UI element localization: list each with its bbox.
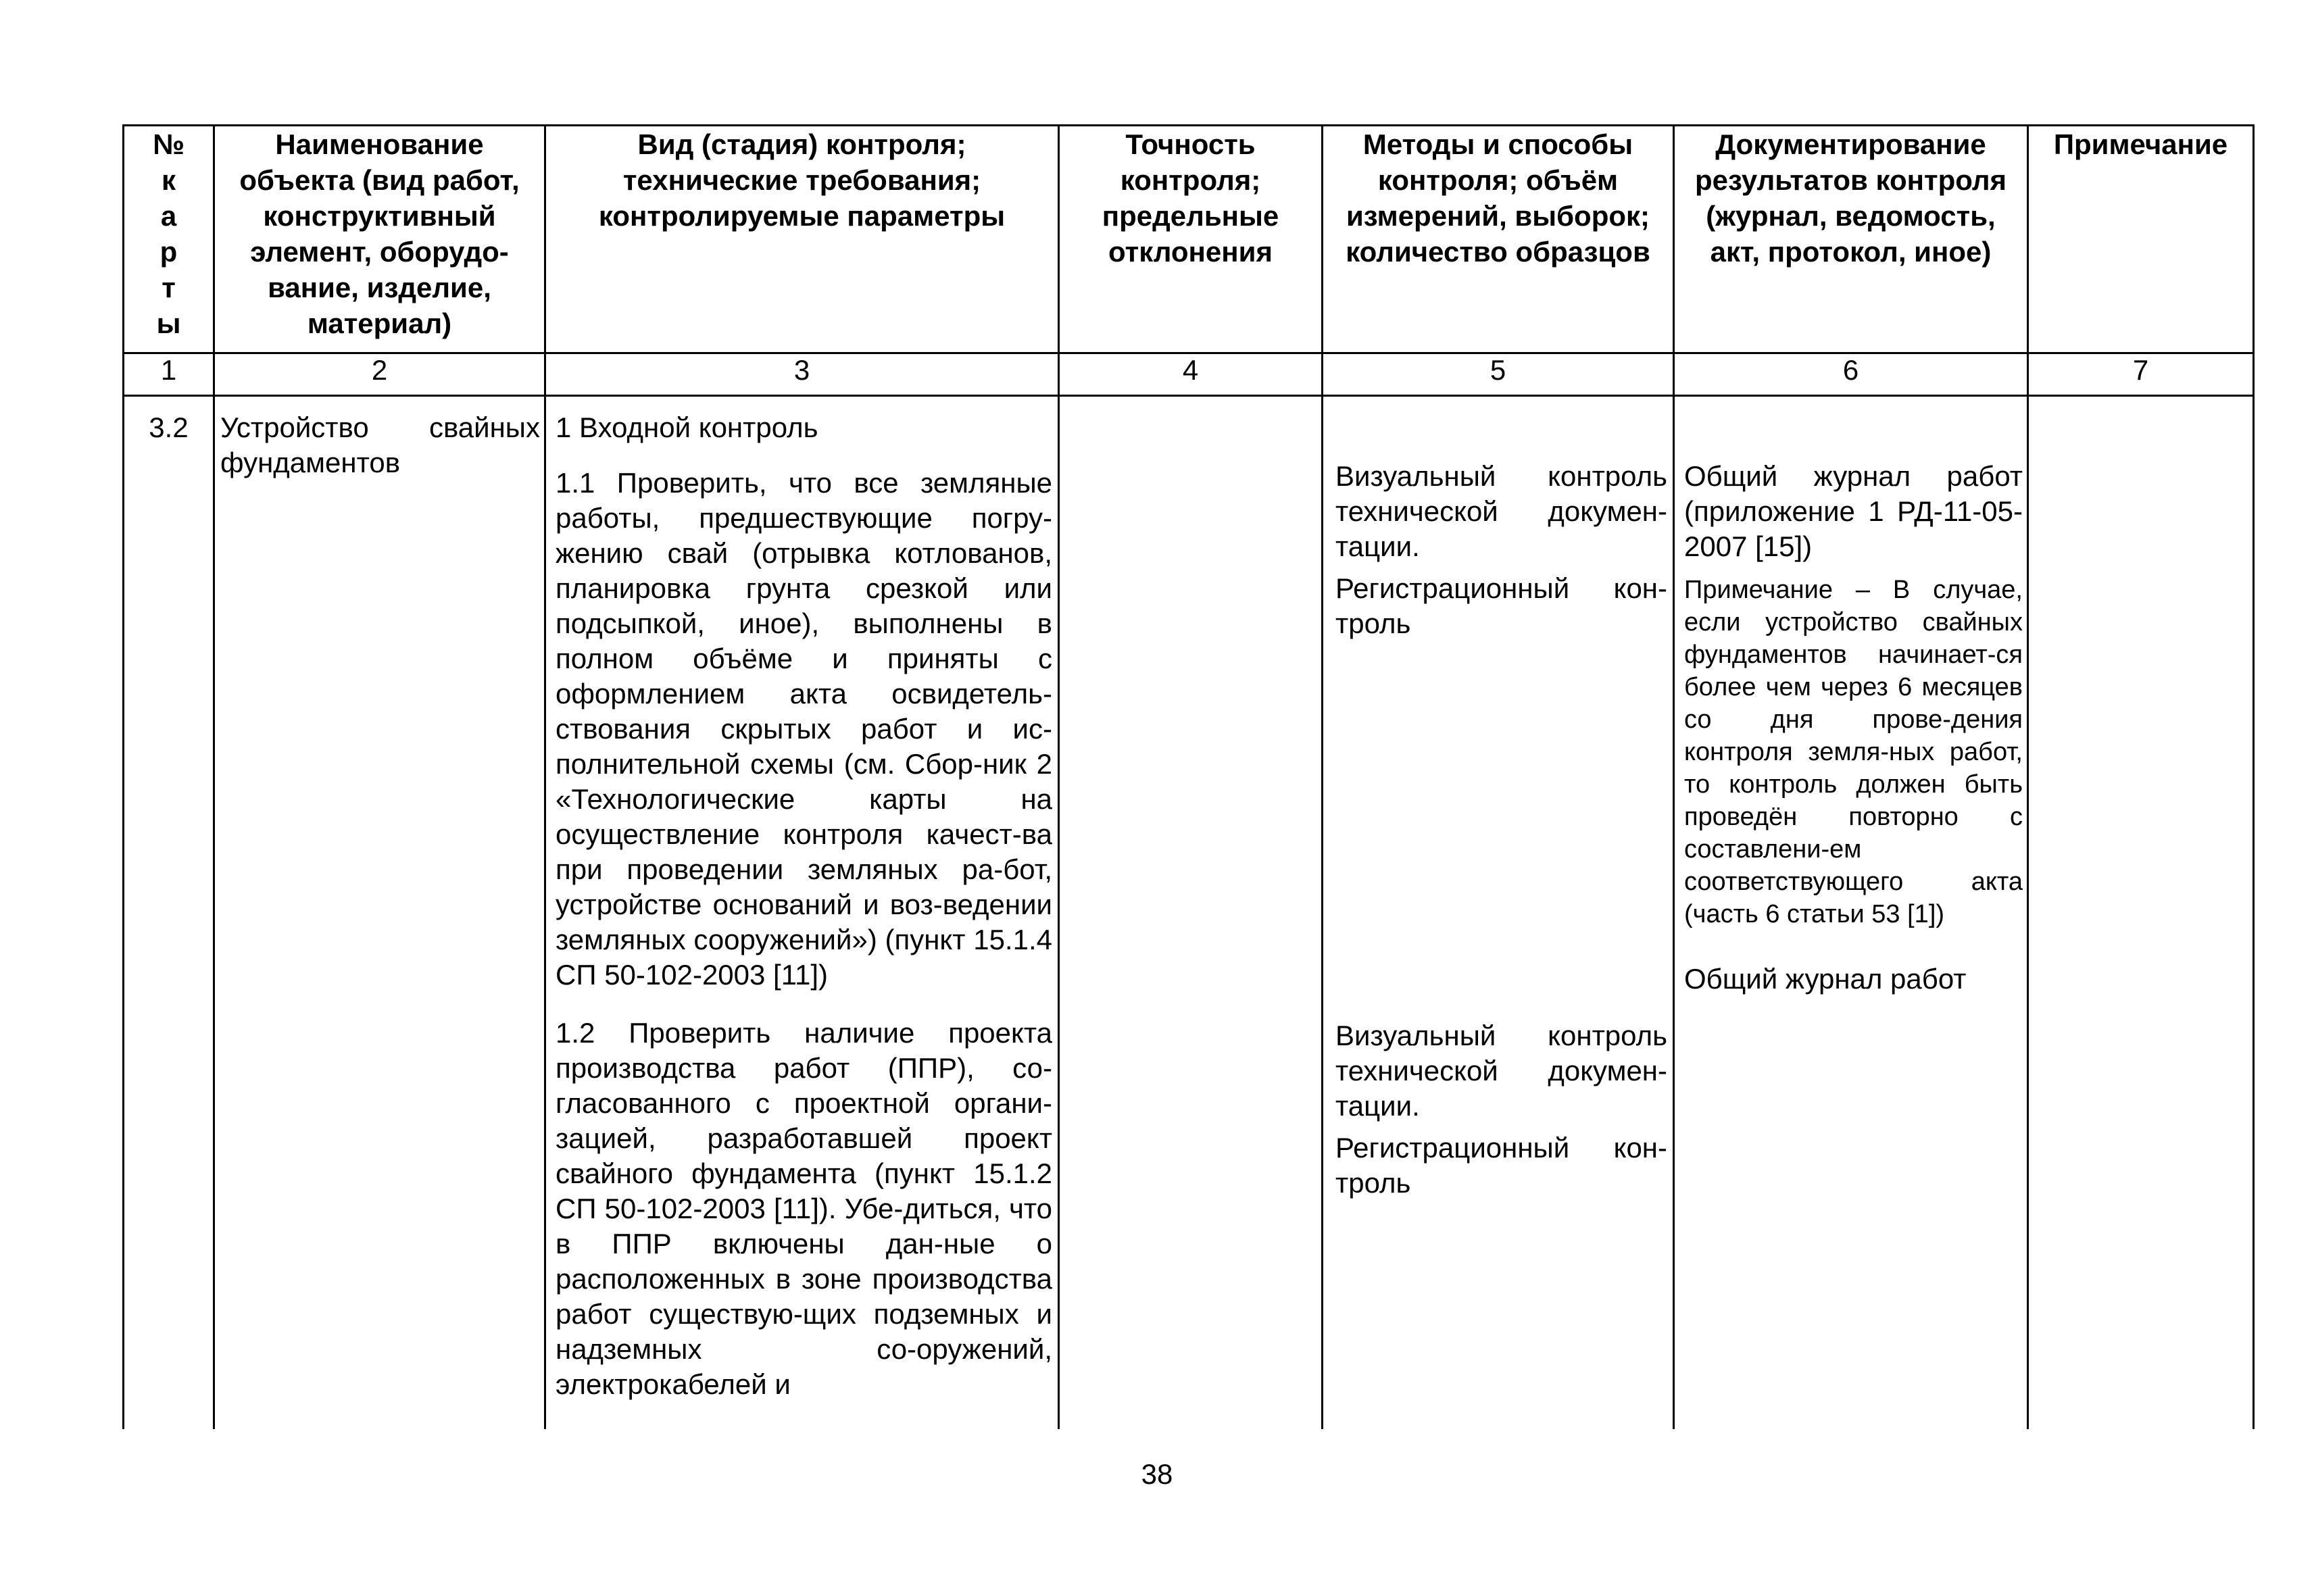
quality-control-table bbox=[122, 124, 2255, 1429]
header-documentation: Документирование результатов контроля (журнал, ведомость, акт, протокол, иное) bbox=[1674, 126, 2028, 353]
header-row bbox=[124, 126, 2254, 353]
column-number: 7 bbox=[2028, 353, 2254, 396]
documentation-cell bbox=[1674, 396, 2028, 1430]
doc-1-2: Общий журнал работ bbox=[1684, 963, 1967, 995]
column-number-row bbox=[124, 353, 2254, 396]
note-cell bbox=[2028, 396, 2254, 1430]
header-card-number: № к а р т ы bbox=[124, 126, 214, 353]
card-number-cell: 3.2 bbox=[124, 396, 214, 1430]
method-1-1-registration: Регистрационный кон-троль bbox=[1335, 572, 1667, 639]
doc-1-1: Общий журнал работ (приложение 1 РД-11-05-2007 [15]) bbox=[1684, 460, 2023, 562]
column-number: 2 bbox=[214, 353, 545, 396]
control-stage-cell bbox=[545, 396, 1059, 1430]
column-number: 6 bbox=[1674, 353, 2028, 396]
doc-1-1-note: Примечание – В случае, если устройство свайных фундаментов начинает-ся более чем через 6 месяцев со дня прове-дения контроля земля-ных работ, то контроль должен быть проведён повторно с составлени-ем соответствующего акта (часть 6 статьи 53 [1]) bbox=[1684, 576, 2023, 928]
accuracy-cell bbox=[1059, 396, 1323, 1430]
method-1-2-registration: Регистрационный кон-троль bbox=[1335, 1132, 1667, 1199]
object-cell: Устройство свайных фундаментов bbox=[214, 396, 545, 1430]
header-object-name: Наименование объекта (вид работ, конструктивный элемент, оборудо- вание, изделие, материал) bbox=[214, 126, 545, 353]
header-note: Примечание bbox=[2028, 126, 2254, 353]
header-control-stage: Вид (стадия) контроля; технические требования; контролируемые параметры bbox=[545, 126, 1059, 353]
column-number: 1 bbox=[124, 353, 214, 396]
methods-cell bbox=[1323, 396, 1674, 1430]
header-methods: Методы и способы контроля; объём измерений, выборок; количество образцов bbox=[1323, 126, 1674, 353]
requirement-1-1: 1.1 Проверить, что все земляные работы, предшествующие погру-жению свай (отрывка котлованов, планировка грунта срезкой или подсыпкой, иное), выполнены в полном объёме и приняты с оформлением акта освидетель-ствования скрытых работ и ис-полнительной схемы (см. Сбор-ник 2 «Технологические карты на осуществление контроля качест-ва при проведении земляных ра-бот, устройстве оснований и воз-ведении земляных сооружений») (пункт 15.1.4 СП 50-102-2003 [11]) bbox=[556, 467, 1052, 991]
stage-title: 1 Входной контроль bbox=[556, 412, 818, 443]
table-row bbox=[124, 396, 2254, 1430]
page-number: 38 bbox=[1141, 1458, 1173, 1490]
column-number: 4 bbox=[1059, 353, 1323, 396]
method-1-2-visual: Визуальный контроль технической докумен-тации. bbox=[1335, 1020, 1667, 1122]
column-number: 5 bbox=[1323, 353, 1674, 396]
header-accuracy: Точность контроля; предельные отклонения bbox=[1059, 126, 1323, 353]
requirement-1-2: 1.2 Проверить наличие проекта производства работ (ППР), со-гласованного с проектной органи-зацией, разработавшей проект свайного фундамента (пункт 15.1.2 СП 50-102-2003 [11]). Убе-диться, что в ППР включены дан-ные о расположенных в зоне производства работ существую-щих подземных и надземных со-оружений, электрокабелей и bbox=[556, 1017, 1052, 1400]
method-1-1-visual: Визуальный контроль технической докумен-тации. bbox=[1335, 460, 1667, 562]
column-number: 3 bbox=[545, 353, 1059, 396]
